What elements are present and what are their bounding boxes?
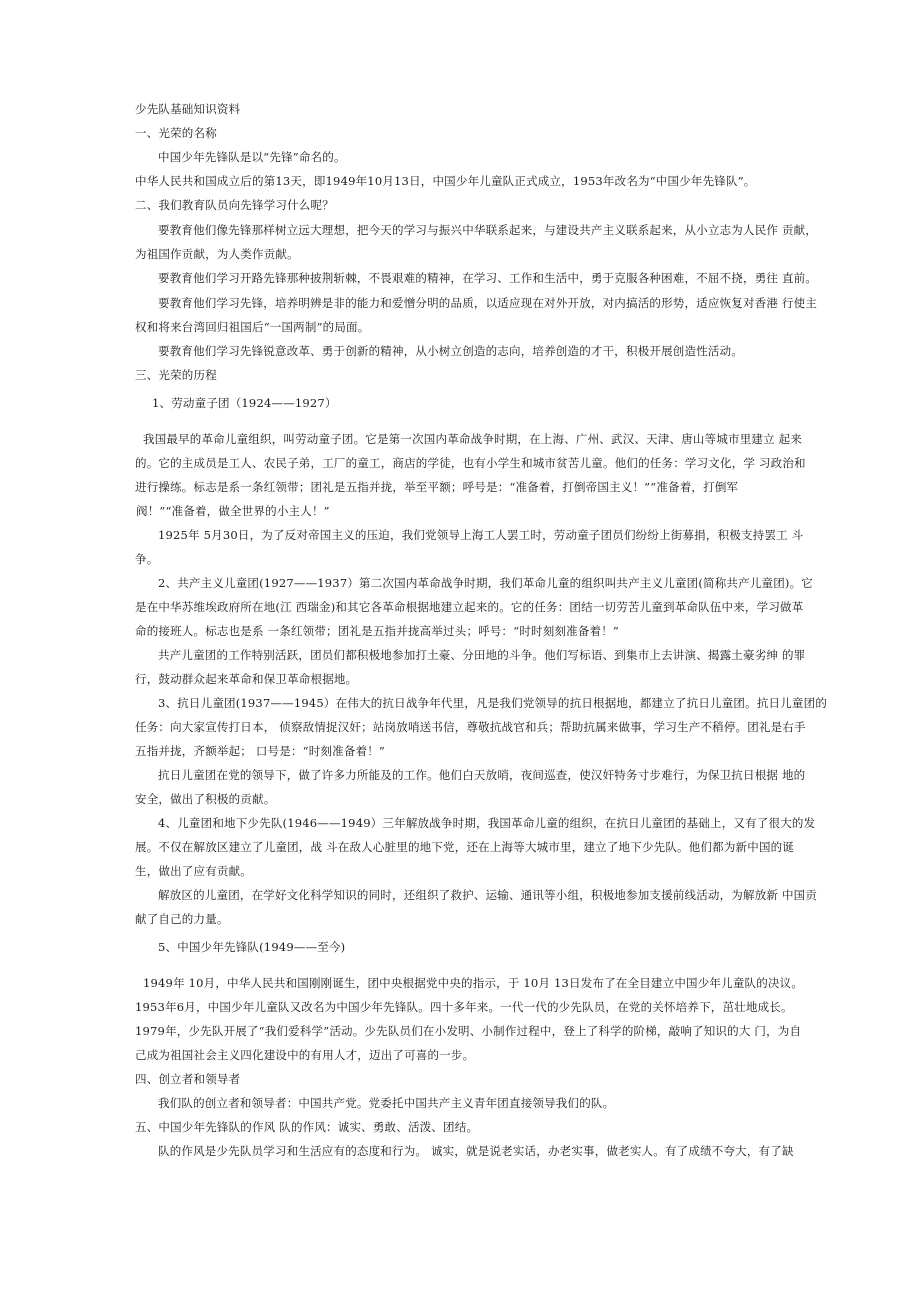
paragraph-line: 中国少年先锋队是以“先锋”命名的。 <box>158 150 346 164</box>
paragraph-line: 抗日儿童团在党的领导下，做了许多力所能及的工作。他们白天放哨，夜间巡查，使汉奸特务寸步难行，为保卫抗日根据 地的 <box>158 768 806 782</box>
section-heading: 四、创立者和领导者 <box>135 1072 241 1086</box>
paragraph-line: 我国最早的革命儿童组织，叫劳动童子团。它是第一次国内革命战争时期，在上海、广州、武汉、天津、唐山等城市里建立 起来 <box>143 432 803 446</box>
paragraph-line: 解放区的儿童团，在学好文化科学知识的同时，还组织了救护、运输、通讯等小组，积极地参加支援前线活动，为解放新 中国贡 <box>158 888 818 902</box>
section-heading: 五、中国少年先锋队的作风 队的作风：诚实、勇敢、活泼、团结。 <box>135 1120 479 1134</box>
paragraph-line: 我们队的创立者和领导者：中国共产党。党委托中国共产主义青年团直接领导我们的队。 <box>158 1096 615 1110</box>
paragraph-line: 任务：向大家宣传打日本， 侦察敌情捉汉奸；站岗放哨送书信，尊敬抗战官和兵；帮助抗属来做事，学习生产不稍停。团礼是右手 <box>135 720 806 734</box>
paragraph-line: 要教育他们学习先锋锐意改革、勇于创新的精神，从小树立创造的志向，培养创造的才干，积极开展创造性活动。 <box>158 344 743 358</box>
paragraph-line: 是在中华苏维埃政府所在地(江 西瑞金)和其它各革命根据地建立起来的。它的任务：团结一切劳苦儿童到革命队伍中来，学习做革 <box>135 600 804 614</box>
paragraph-line: 为祖国作贡献，为人类作贡献。 <box>135 247 299 261</box>
paragraph-line: 安全，做出了积极的贡献。 <box>135 792 276 806</box>
paragraph-line: 3、抗日儿童团(1937——1945）在伟大的抗日战争年代里，凡是我们党领导的抗日根据地，都建立了抗日儿童团。抗日儿童团的 <box>158 696 828 710</box>
paragraph-line: 1925年 5月30日，为了反对帝国主义的压迫，我们党领导上海工人罢工时，劳动童子团员们纷纷上街募捐，积极支持罢工 斗 <box>158 528 804 542</box>
subsection-heading: 1、劳动童子团（1924——1927） <box>152 396 337 410</box>
paragraph-line: 命的接班人。标志也是系 一条红领带；团礼是五指并拢高举过头；呼号：“时时刻刻准备着！” <box>135 624 620 638</box>
paragraph-line: 阀！”“准备着，做全世界的小主人！” <box>136 504 330 518</box>
paragraph-line: 己成为祖国社会主义四化建设中的有用人才，迈出了可喜的一步。 <box>135 1048 475 1062</box>
paragraph-line: 争。 <box>135 552 159 566</box>
paragraph-line: 1949年 10月，中华人民共和国刚刚诞生，团中央根据党中央的指示，于 10月 13日发布了在全目建立中国少年儿童队的决议。 <box>143 976 804 990</box>
paragraph-line: 权和将来台湾回归祖国后“一国两制”的局面。 <box>135 320 370 334</box>
paragraph-line: 行，鼓动群众起来革命和保卫革命根据地。 <box>135 672 358 686</box>
paragraph-line: 4、儿童团和地下少先队(1946——1949）三年解放战争时期，我国革命儿童的组织，在抗日儿童团的基础上，又有了很大的发 <box>158 816 816 830</box>
paragraph-line: 五指并拢，齐额举起； 口号是：“时刻准备着！” <box>135 744 386 758</box>
paragraph-line: 共产儿童团的工作特别活跃，团员们都积极地参加打土豪、分田地的斗争。他们写标语、到集市上去讲演、揭露土豪劣绅 的罪 <box>158 648 806 662</box>
section-heading: 一、光荣的名称 <box>135 126 217 140</box>
paragraph-line: 展。不仅在解放区建立了儿童团，战 斗在敌人心脏里的地下党，还在上海等大城市里，建立了地下少先队。他们都为新中国的诞 <box>135 840 795 854</box>
paragraph-line: 生，做出了应有贡献。 <box>135 864 252 878</box>
paragraph-line: 要教育他们学习先锋，培养明辨是非的能力和爱憎分明的品质，以适应现在对外开放，对内搞活的形势，适应恢复对香港 行使主 <box>158 296 818 310</box>
paragraph-line: 1953年6月，中国少年儿童队又改名为中国少年先锋队。四十多年来。一代一代的少先队员，在党的关怀培养下，茁壮地成长。 <box>135 1000 793 1014</box>
paragraph-line: 献了自己的力量。 <box>135 912 229 926</box>
section-heading: 三、光荣的历程 <box>135 368 217 382</box>
document-title: 少先队基础知识资料 <box>135 102 241 116</box>
paragraph-line: 队的作风是少先队员学习和生活应有的态度和行为。 诚实，就是说老实话，办老实事，做老实人。有了成绩不夸大，有了缺 <box>158 1144 794 1158</box>
paragraph-line: 进行操练。标志是系一条红领带；团礼是五指并拢，举至平额；呼号是：“准备着，打倒帝国主义！”“准备着，打倒军 <box>135 480 739 494</box>
section-heading: 二、我们教育队员向先锋学习什么呢？ <box>135 198 334 212</box>
paragraph-line: 要教育他们学习开路先锋那种披荆斩棘，不畏艰难的精神，在学习、工作和生活中，勇于克服各种困难，不屈不挠，勇往 直前。 <box>158 271 818 285</box>
paragraph-line: 中华人民共和国成立后的第13天，即1949年10月13日，中国少年儿童队正式成立，1953年改名为“中国少年先锋队”。 <box>135 174 756 188</box>
paragraph-line: 1979年，少先队开展了“我们爱科学”活动。少先队员们在小发明、小制作过程中，登上了科学的阶梯，敲响了知识的大 门，为自 <box>135 1024 802 1038</box>
paragraph-line: 要教育他们像先锋那样树立远大理想，把今天的学习与振兴中华联系起来，与建设共产主义联系起来，从小立志为人民作 贡献， <box>158 223 818 237</box>
paragraph-line: 的。它的主成员是工人、农民子弟，工厂的童工，商店的学徒，也有小学生和城市贫苦儿童。他们的任务：学习文化，学 习政治和 <box>135 456 806 470</box>
subsection-heading: 5、中国少年先锋队(1949——至今) <box>158 940 346 954</box>
paragraph-line: 2、共产主义儿童团(1927——1937）第二次国内革命战争时期，我们革命儿童的组织叫共产主义儿童团(简称共产儿童团)。它 <box>158 576 814 590</box>
